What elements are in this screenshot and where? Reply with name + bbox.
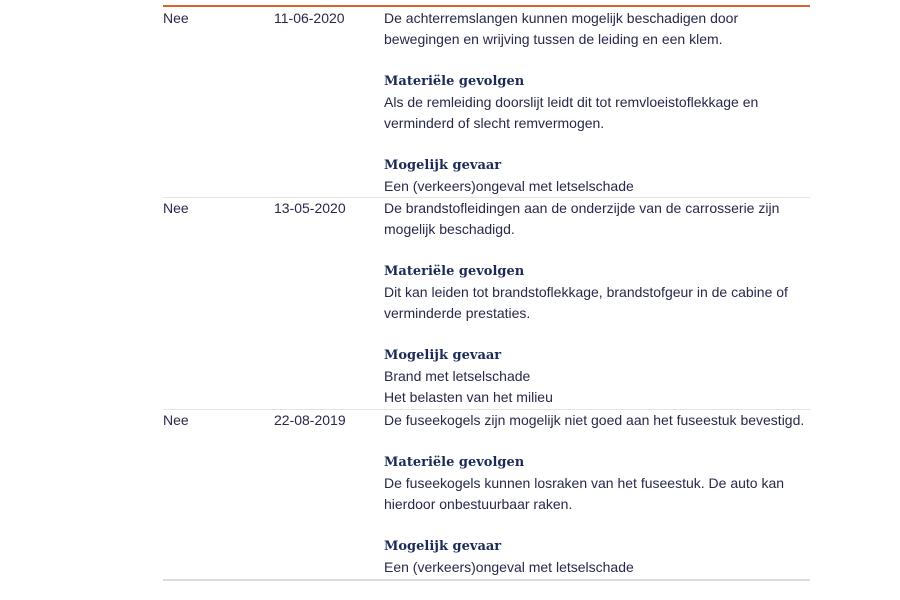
recall-table: [163, 8, 810, 581]
status-cell: Nee: [163, 412, 189, 428]
danger-line: Een (verkeers)ongeval met letselschade: [384, 178, 634, 194]
consequences-line: Dit kan leiden tot brandstoflekkage, brandstofgeur in de cabine of: [384, 284, 788, 300]
description-cell: [384, 198, 810, 408]
danger-line: Brand met letselschade: [384, 368, 531, 384]
header-rule: [163, 5, 810, 7]
consequences-heading: Materiële gevolgen: [384, 455, 525, 470]
consequences-heading: Materiële gevolgen: [384, 264, 525, 279]
consequences-text: [384, 282, 810, 324]
consequences-line: verminderd of slecht remvermogen.: [384, 115, 605, 131]
danger-heading: Mogelijk gevaar: [384, 348, 502, 363]
date-cell: 13-05-2020: [274, 200, 346, 216]
status-cell: Nee: [163, 200, 189, 216]
description-text: [384, 198, 810, 240]
consequences-text: [384, 473, 810, 515]
danger-text: [384, 557, 810, 578]
description-line: De brandstofleidingen aan de onderzijde van de carrosserie zijn: [384, 200, 780, 216]
date-cell: 22-08-2019: [274, 412, 346, 428]
description-line: bewegingen en wrijving tussen de leiding en een klem.: [384, 31, 723, 47]
table-row: [163, 8, 810, 198]
danger-text: [384, 366, 810, 408]
date-cell: 11-06-2020: [274, 10, 345, 26]
status-cell: Nee: [163, 10, 189, 26]
consequences-line: verminderde prestaties.: [384, 305, 531, 321]
description-line: De fuseekogels zijn mogelijk niet goed aan het fuseestuk bevestigd.: [384, 412, 805, 428]
danger-line: Het belasten van het milieu: [384, 389, 553, 405]
danger-heading: Mogelijk gevaar: [384, 539, 502, 554]
danger-heading: Mogelijk gevaar: [384, 158, 502, 173]
description-cell: [384, 410, 810, 578]
description-cell: [384, 8, 810, 197]
description-line: mogelijk beschadigd.: [384, 221, 515, 237]
consequences-heading: Materiële gevolgen: [384, 74, 525, 89]
consequences-line: De fuseekogels kunnen losraken van het fuseestuk. De auto kan: [384, 475, 785, 491]
description-text: [384, 410, 810, 431]
description-line: De achterremslangen kunnen mogelijk beschadigen door: [384, 10, 739, 26]
table-row: [163, 198, 810, 410]
danger-line: Een (verkeers)ongeval met letselschade: [384, 559, 634, 575]
table-row: [163, 410, 810, 581]
consequences-text: [384, 92, 810, 134]
consequences-line: Als de remleiding doorslijt leidt dit tot remvloeistoflekkage en: [384, 94, 759, 110]
description-text: [384, 8, 810, 50]
consequences-line: hierdoor onbestuurbaar raken.: [384, 496, 573, 512]
danger-text: [384, 176, 810, 197]
